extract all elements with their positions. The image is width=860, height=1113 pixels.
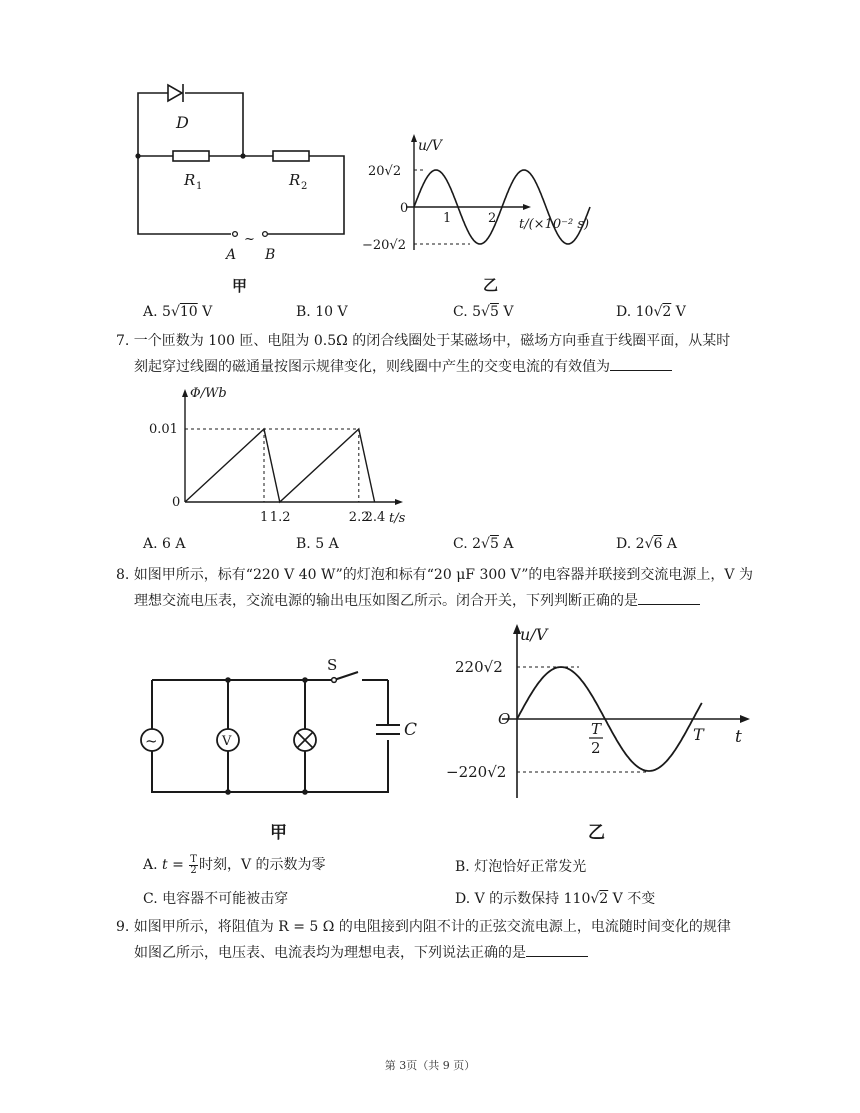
terminal-b: [263, 232, 268, 237]
q8-circuit-jia: [136, 652, 426, 844]
q7-stem: [116, 328, 776, 380]
sqrt-symbol: √: [481, 536, 490, 552]
q8-line-1: 8. 如图甲所示，标有“220 V 40 W”的灯泡和标有“20 μF 300 V”的电容器并联接到交流电源上，V 为: [116, 567, 753, 583]
q7-option-d[interactable]: D. 2√6 A: [616, 536, 677, 552]
q7-option-c[interactable]: C. 2√5 A: [453, 536, 514, 552]
diode-label: D: [176, 113, 189, 132]
y-min-label: −220√2: [446, 763, 507, 781]
x-tick-2: 2: [488, 211, 497, 226]
q6-circuit-jia: [128, 78, 358, 300]
x-tick-label: 1: [260, 510, 269, 525]
capacitor-label: C: [404, 720, 418, 740]
terminal-a: [233, 232, 238, 237]
q6-graph-yi: [362, 130, 602, 300]
x-tick-label: 2.2: [348, 510, 370, 525]
q9-line-2: 如图乙所示，电压表、电流表均为理想电表，下列说法正确的是: [134, 945, 526, 961]
y-max-label: 20√2: [368, 164, 402, 179]
page-footer: 第 3页（共 9 页）: [384, 1059, 476, 1072]
t-full-label: T: [693, 725, 704, 744]
x-tick-1: 1: [443, 211, 452, 226]
q6-option-d[interactable]: D. 10√2 V: [616, 304, 686, 320]
q8-stem: [116, 562, 776, 614]
junction-dot-left: [135, 153, 140, 158]
x-axis-label: t: [735, 727, 742, 747]
sqrt-symbol: √: [170, 304, 180, 320]
x-tick-label: 2.4: [364, 510, 386, 525]
sqrt-symbol: √: [644, 536, 654, 552]
x-axis-label: t/s: [389, 511, 406, 526]
q6-option-a[interactable]: A. 5√10 V: [143, 304, 213, 320]
terminal-b-label: B: [265, 247, 276, 263]
fig-caption-yi: 乙: [588, 823, 605, 843]
q7-line-1: 7. 一个匝数为 100 匝、电阻为 0.5Ω 的闭合线圈处于某磁场中，磁场方向垂直于线圈平面，从某时: [116, 333, 731, 349]
q8-graph-yi: [440, 620, 770, 846]
answer-blank[interactable]: [526, 942, 588, 957]
q7-option-a[interactable]: A. 6 A: [143, 536, 186, 552]
answer-blank[interactable]: [638, 590, 700, 605]
flux-line: [185, 429, 375, 502]
q8-option-d[interactable]: D. V 的示数保持 110√2 V 不变: [455, 891, 656, 907]
y-axis-label: u/V: [418, 138, 442, 154]
sqrt-symbol: √: [590, 891, 600, 907]
y-max-label: 0.01: [149, 422, 178, 437]
x-axis-label: t/(×10⁻² s): [519, 217, 590, 232]
y-axis-label: Φ/Wb: [190, 386, 227, 401]
q7-flux-chart: [148, 380, 418, 528]
t-half-denominator: 2: [591, 739, 601, 757]
q6-option-c[interactable]: C. 5√5 V: [453, 304, 514, 320]
fig-caption-yi: 乙: [483, 276, 499, 294]
y-zero-label: 0: [400, 201, 409, 216]
fig-caption-jia: 甲: [270, 823, 287, 843]
r2-sub: 2: [301, 181, 308, 192]
r2-label: R: [289, 171, 301, 189]
q8-option-a[interactable]: A. t = $\frac{T}{2}$ 时刻，V 的示数为零: [143, 853, 326, 876]
y-axis-label: u/V: [520, 625, 548, 644]
y-max-label: 220√2: [455, 658, 503, 676]
t-half-numerator: T: [591, 720, 602, 738]
q8-option-c[interactable]: C. 电容器不可能被击穿: [143, 891, 289, 907]
sqrt-symbol: √: [481, 304, 490, 320]
q7-option-b[interactable]: B. 5 A: [296, 536, 339, 552]
switch-label: S: [327, 656, 338, 674]
voltmeter-label: V: [222, 734, 232, 749]
origin-label: 0: [172, 495, 181, 510]
q6-options: [143, 304, 843, 324]
q8-option-b[interactable]: B. 灯泡恰好正常发光: [455, 859, 587, 875]
x-tick-label: 1.2: [269, 510, 291, 525]
r1-label: R: [184, 171, 196, 189]
y-min-label: −20√2: [362, 238, 406, 253]
r1-sub: 1: [196, 181, 203, 192]
fig-caption-jia: 甲: [232, 277, 248, 295]
terminal-a-label: A: [226, 247, 237, 263]
source-tilde: ~: [244, 232, 255, 247]
q7-options: [143, 536, 843, 556]
q9-line-1: 9. 如图甲所示，将阻值为 R = 5 Ω 的电阻接到内阻不计的正弦交流电源上，电流随时间变化的规律: [116, 919, 731, 935]
junction-dot-mid: [240, 153, 245, 158]
q9-stem: [116, 914, 776, 966]
answer-blank[interactable]: [610, 356, 672, 371]
sqrt-symbol: √: [653, 304, 663, 320]
source-symbol: ~: [145, 732, 158, 750]
q7-line-2: 刻起穿过线圈的磁通量按图示规律变化，则线圈中产生的交变电流的有效值为: [134, 359, 610, 375]
fraction-t-over-2: $\frac{T}{2}$: [190, 853, 197, 876]
switch-pivot: [332, 678, 337, 683]
q6-option-b[interactable]: B. 10 V: [296, 304, 348, 320]
q8-line-2: 理想交流电压表，交流电源的输出电压如图乙所示。闭合开关，下列判断正确的是: [134, 593, 638, 609]
origin-label: O: [498, 710, 511, 728]
